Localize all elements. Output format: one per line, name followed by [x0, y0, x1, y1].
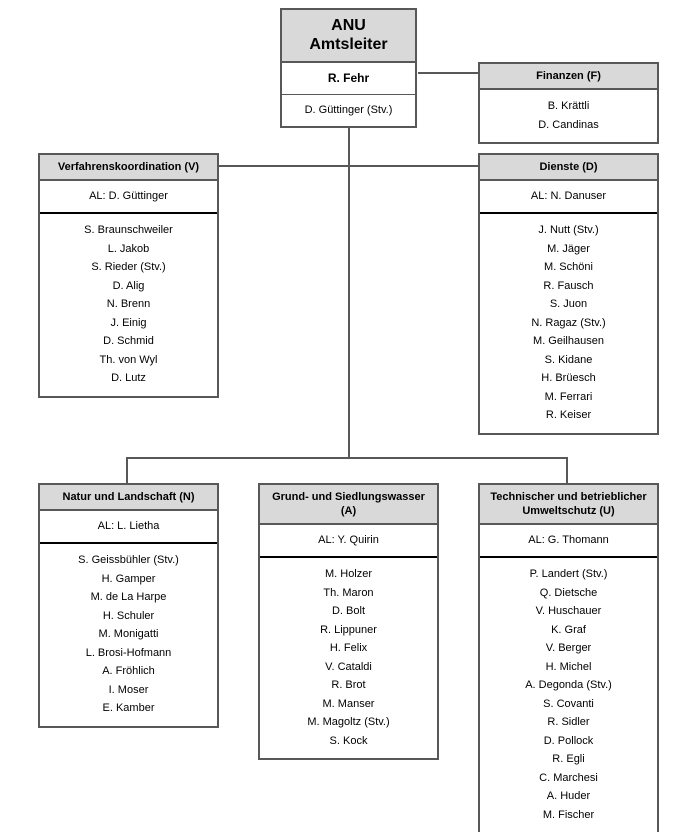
node-natur[interactable] — [38, 483, 219, 728]
staff-member: C. Marchesi — [539, 771, 598, 784]
staff-member: S. Braunschweiler — [84, 224, 173, 236]
staff-member: S. Rieder (Stv.) — [91, 261, 166, 273]
staff-member: H. Michel — [545, 660, 592, 673]
node-anu-leader: R. Fehr — [282, 63, 415, 95]
node-wasser[interactable] — [258, 483, 439, 760]
node-anu-deputy: D. Güttinger (Stv.) — [304, 104, 393, 116]
staff-member: Th. von Wyl — [99, 353, 158, 366]
node-anu[interactable] — [280, 8, 417, 128]
staff-member: V. Cataldi — [325, 660, 372, 673]
staff-member: D. Candinas — [538, 118, 599, 131]
staff-member: M. Fischer — [542, 808, 595, 821]
staff-member: R. Egli — [552, 753, 585, 765]
staff-member: R. Lippuner — [320, 623, 377, 636]
staff-member: N. Brenn — [106, 298, 151, 310]
node-verfahrenskoordination-staff — [40, 214, 217, 396]
connector-anu-down-level2 — [348, 166, 350, 458]
staff-member: V. Huschauer — [535, 605, 602, 617]
connector-anu-finanzen — [418, 72, 478, 74]
staff-member: P. Landert (Stv.) — [529, 568, 608, 580]
staff-member: M. Geilhausen — [533, 335, 604, 347]
staff-member: V. Berger — [545, 642, 592, 654]
staff-member: D. Alig — [112, 279, 145, 292]
staff-member: M. Ferrari — [544, 390, 593, 403]
staff-member: M. Monigatti — [98, 628, 159, 640]
node-natur-header: Natur und Landschaft (N) — [40, 485, 217, 511]
node-umweltschutz-header-line1: Technischer und betrieblicher — [490, 491, 647, 503]
node-anu-header-line1: ANU — [331, 17, 366, 34]
node-umweltschutz-leader: AL: G. Thomann — [480, 525, 657, 558]
node-anu-header-line2: Amtsleiter — [309, 36, 388, 53]
staff-member: A. Degonda (Stv.) — [525, 679, 612, 691]
staff-member: Th. Maron — [323, 586, 374, 599]
staff-member: H. Gamper — [101, 572, 156, 585]
staff-member: D. Bolt — [331, 605, 365, 617]
staff-member: D. Pollock — [543, 734, 594, 747]
staff-member: J. Einig — [110, 316, 147, 329]
staff-member: J. Nutt (Stv.) — [538, 224, 599, 236]
node-dienste-leader: AL: N. Danuser — [480, 181, 657, 214]
staff-member: R. Sidler — [547, 716, 590, 728]
node-dienste-staff — [480, 214, 657, 433]
staff-member: E. Kamber — [102, 702, 155, 714]
node-finanzen-header: Finanzen (F) — [480, 64, 657, 90]
node-verfahrenskoordination-header: Verfahrenskoordination (V) — [40, 155, 217, 181]
node-dienste-header: Dienste (D) — [480, 155, 657, 181]
staff-member: D. Lutz — [111, 372, 146, 384]
node-dienste[interactable] — [478, 153, 659, 435]
node-umweltschutz-header-line2: Umweltschutz (U) — [522, 505, 615, 517]
staff-member: S. Geissbühler (Stv.) — [78, 554, 179, 566]
staff-member: I. Moser — [108, 683, 149, 696]
node-umweltschutz-header — [480, 485, 657, 525]
staff-member: N. Ragaz (Stv.) — [531, 316, 606, 329]
node-finanzen-staff — [480, 90, 657, 142]
node-umweltschutz[interactable] — [478, 483, 659, 832]
staff-member: Q. Dietsche — [539, 586, 598, 599]
staff-member: S. Juon — [549, 298, 588, 310]
staff-member: M. Magoltz (Stv.) — [307, 716, 390, 728]
staff-member: B. Krättli — [547, 100, 590, 112]
node-natur-staff — [40, 544, 217, 726]
connector-drop-umweltschutz — [566, 457, 568, 483]
node-natur-leader: AL: L. Lietha — [40, 511, 217, 544]
staff-member: S. Covanti — [543, 697, 594, 710]
staff-member: M. Manser — [322, 697, 375, 710]
staff-member: M. Holzer — [324, 568, 373, 580]
node-verfahrenskoordination[interactable] — [38, 153, 219, 398]
staff-member: L. Jakob — [107, 242, 150, 255]
staff-member: M. Schöni — [544, 261, 593, 273]
staff-member: H. Felix — [329, 642, 368, 654]
connector-drop-natur — [126, 457, 128, 483]
staff-member: K. Graf — [551, 623, 586, 636]
node-anu-header — [282, 10, 415, 63]
node-umweltschutz-staff — [480, 558, 657, 832]
staff-member: S. Kock — [329, 734, 368, 747]
staff-member: S. Kidane — [544, 353, 593, 366]
staff-member: M. Jäger — [547, 242, 590, 255]
staff-member: L. Brosi-Hofmann — [85, 646, 172, 659]
staff-member: R. Fausch — [543, 279, 594, 292]
staff-member: A. Huder — [546, 790, 591, 802]
staff-member: R. Brot — [331, 679, 366, 691]
node-wasser-staff — [260, 558, 437, 758]
connector-level2-bar — [126, 457, 568, 459]
node-wasser-leader: AL: Y. Quirin — [260, 525, 437, 558]
staff-member: A. Fröhlich — [102, 665, 155, 677]
staff-member: M. de La Harpe — [90, 591, 167, 603]
staff-member: H. Brüesch — [541, 372, 596, 384]
staff-member: D. Schmid — [103, 335, 154, 347]
staff-member: H. Schuler — [102, 609, 155, 622]
node-finanzen[interactable] — [478, 62, 659, 144]
node-wasser-header: Grund- und Siedlungswasser (A) — [260, 485, 437, 525]
staff-member: R. Keiser — [545, 409, 592, 421]
node-verfahrenskoordination-leader: AL: D. Güttinger — [40, 181, 217, 214]
